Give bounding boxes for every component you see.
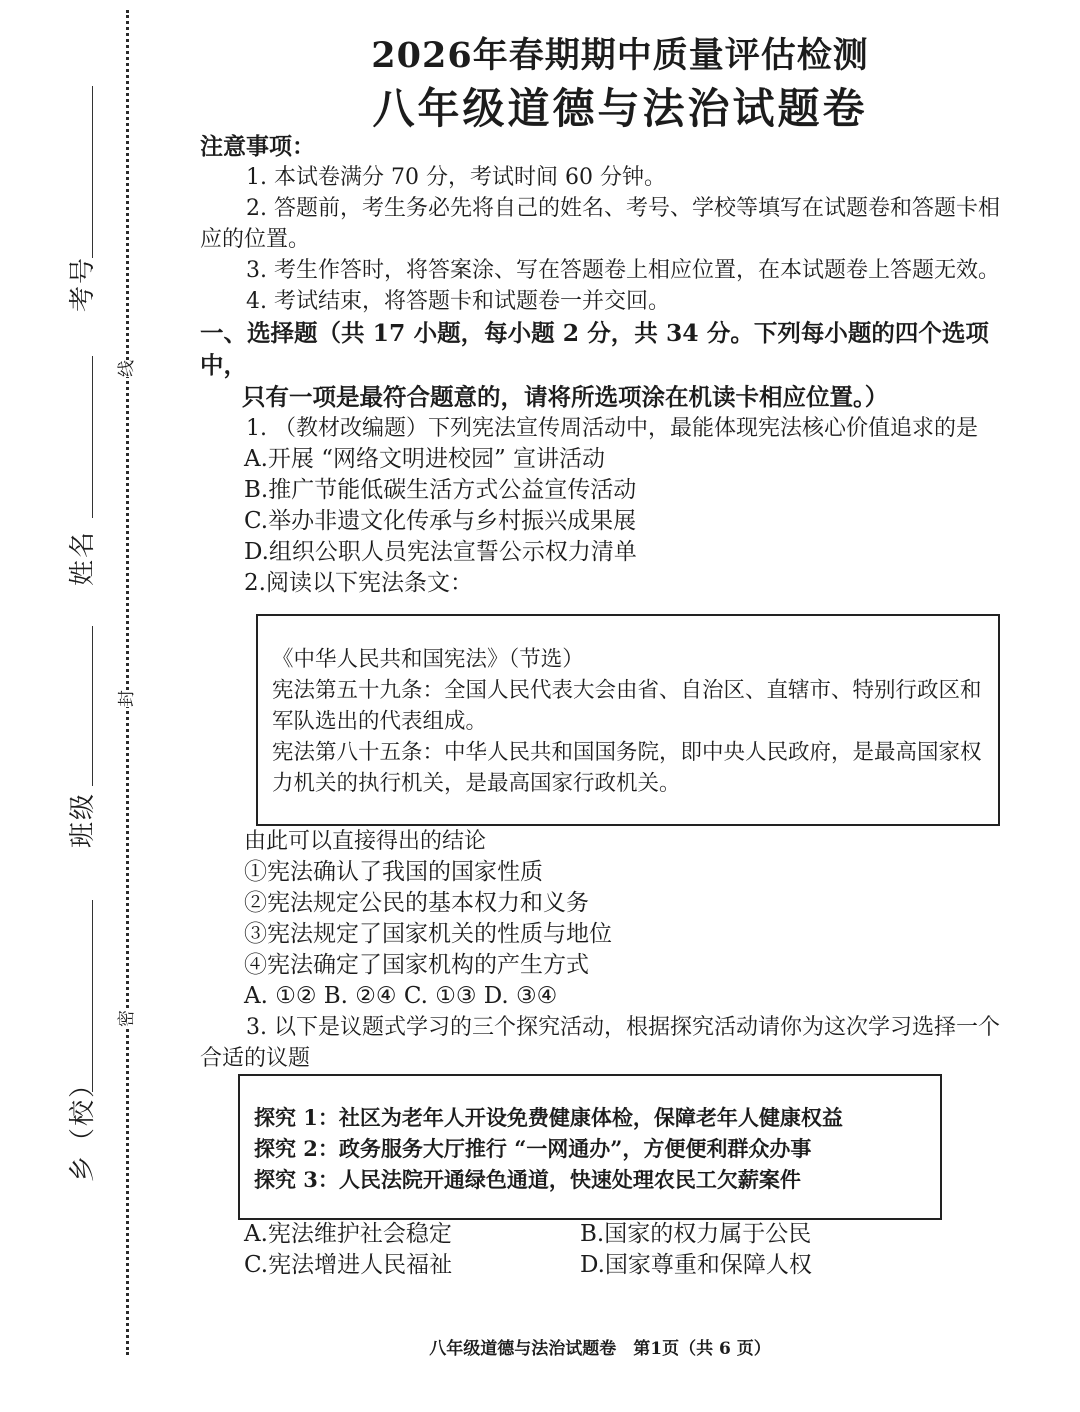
q3-inquiry-1: 探究 1：社区为老年人开设免费健康体检，保障老年人健康权益 <box>254 1105 843 1130</box>
seal-char-line: 线 <box>110 360 139 377</box>
q2-stem: 2.阅读以下宪法条文： <box>244 570 473 596</box>
notice-block <box>200 131 1020 599</box>
seal-char-secret: 密 <box>110 1010 139 1027</box>
q2-constitution-box <box>256 614 1000 826</box>
q2-lead: 由此可以直接得出的结论 <box>244 829 487 854</box>
q3-stem: 3. 以下是议题式学习的三个探究活动，根据探究活动请你为这次学习选择一个合适的议题 <box>200 1015 1000 1071</box>
q2-statement: ④宪法确定了国家机构的产生方式 <box>244 952 589 978</box>
school-rule <box>92 900 93 1092</box>
section-heading: 一、选择题（共 17 小题，每小题 2 分，共 34 分。下列每小题的四个选项中， <box>200 319 989 379</box>
q2-box-article-85: 宪法第八十五条：中华人民共和国国务院，即中央人民政府，是最高国家权力机关的执行机关，是最高国家行政机关。 <box>272 740 982 796</box>
q1-option-a: A.开展 “网络文明进校园” 宣讲活动 <box>244 446 606 472</box>
q1-option-b: B.推广节能低碳生活方式公益宣传活动 <box>244 477 637 503</box>
q3-options <box>244 1219 916 1281</box>
q1-option-d: D.组织公职人员宪法宣誓公示权力清单 <box>244 539 637 565</box>
q2-options: A. ①② B. ②④ C. ①③ D. ③④ <box>244 983 558 1009</box>
q2-box-article-59: 宪法第五十九条：全国人民代表大会由省、自治区、直辖市、特别行政区和军队选出的代表组成。 <box>272 678 982 734</box>
notice-item: 3. 考生作答时，将答案涂、写在答题卷上相应位置，在本试题卷上答题无效。 <box>246 258 1000 283</box>
notice-item: 4. 考试结束，将答题卡和试题卷一并交回。 <box>246 289 670 314</box>
q3-option-d: D.国家尊重和保障人权 <box>580 1252 812 1278</box>
q2-body <box>200 826 1020 1074</box>
class-rule <box>92 626 93 786</box>
school-label: 乡（校） <box>68 1069 98 1182</box>
q2-box-heading: 《中华人民共和国宪法》（节选） <box>272 647 584 672</box>
q3-inquiry-2: 探究 2：政务服务大厅推行 “一网通办”，方便便利群众办事 <box>254 1136 812 1161</box>
exam-title: 2026年春期期中质量评估检测 <box>371 35 869 76</box>
q3-option-c: C.宪法增进人民福祉 <box>244 1252 453 1278</box>
exam-subtitle: 八年级道德与法治试题卷 <box>372 84 868 133</box>
class-label: 班级 <box>68 791 98 848</box>
q2-statement: ③宪法规定了国家机关的性质与地位 <box>244 921 612 947</box>
q3-inquiry-box <box>238 1074 942 1220</box>
binding-dotted-line <box>126 10 129 1355</box>
exam-number-rule <box>92 86 93 258</box>
q3-option-a: A.宪法维护社会稳定 <box>244 1221 452 1247</box>
q1-option-c: C.举办非遗文化传承与乡村振兴成果展 <box>244 508 637 534</box>
q2-statement: ②宪法规定公民的基本权力和义务 <box>244 890 589 916</box>
notice-item: 2. 答题前，考生务必先将自己的姓名、考号、学校等填写在试题卷和答题卡相应的位置。 <box>200 196 1000 252</box>
page-footer: 八年级道德与法治试题卷 第1页（共 6 页） <box>429 1339 771 1359</box>
name-rule <box>92 356 93 518</box>
exam-number-label: 考号 <box>68 255 98 312</box>
q2-statement: ①宪法确认了我国的国家性质 <box>244 859 543 885</box>
q3-option-b: B.国家的权力属于公民 <box>580 1221 812 1247</box>
notice-item: 1. 本试卷满分 70 分，考试时间 60 分钟。 <box>246 165 666 190</box>
section-heading-cont: 只有一项是最符合题意的，请将所选项涂在机读卡相应位置。） <box>242 383 889 411</box>
notice-title: 注意事项： <box>200 133 315 160</box>
q3-inquiry-3: 探究 3：人民法院开通绿色通道，快速处理农民工欠薪案件 <box>254 1167 801 1192</box>
name-label: 姓名 <box>68 529 98 586</box>
seal-char-seal: 封 <box>110 690 139 707</box>
q1-stem: 1. （教材改编题）下列宪法宣传周活动中，最能体现宪法核心价值追求的是 <box>246 416 978 441</box>
